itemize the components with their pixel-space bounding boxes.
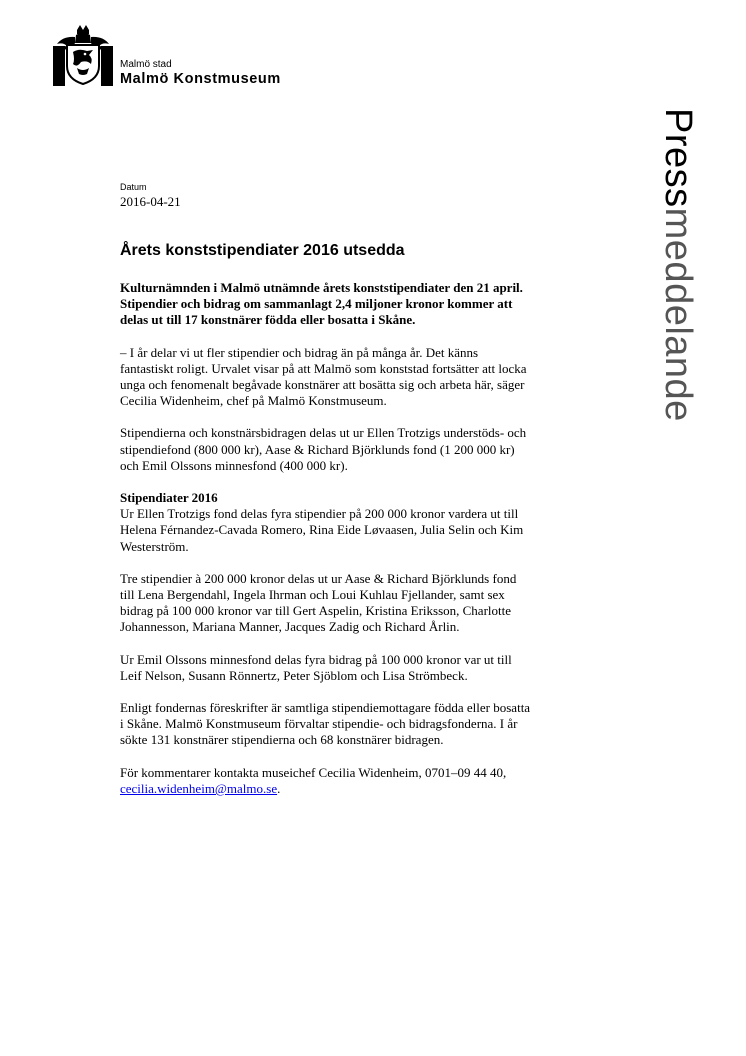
lead-line: delas ut till 17 konstnärer födda eller bosatta i Skåne.	[120, 312, 416, 328]
olsson-paragraph	[120, 652, 590, 684]
contact-email-link[interactable]: cecilia.widenheim@malmo.se	[120, 780, 278, 796]
bjorklund-line: Johannesson, Mariana Manner, Jacques Zadig och Richard Årlin.	[120, 619, 460, 635]
malmo-coat-of-arms-icon	[53, 24, 113, 86]
lead-paragraph	[120, 280, 590, 329]
trotzig-line: Helena Férnandez-Cavada Romero, Rina Eide Løvaasen, Julia Selin och Kim	[120, 522, 524, 538]
bjorklund-paragraph	[120, 571, 590, 636]
trotzig-line: Ur Ellen Trotzigs fond delas fyra stipendier på 200 000 kronor vardera ut till	[120, 506, 519, 522]
quote-line: – I år delar vi ut fler stipendier och bidrag än på många år. Det känns	[120, 344, 479, 360]
contact-suffix: .	[277, 780, 281, 796]
olsson-line: Leif Nelson, Susann Rönnertz, Peter Sjöblom och Lisa Strömbeck.	[120, 667, 468, 683]
lead-line: Kulturnämnden i Malmö utnämnde årets konststipendiater den 21 april.	[120, 280, 523, 295]
page-title: Årets konststipendiater 2016 utsedda	[120, 242, 405, 259]
quote-line: Cecilia Widenheim, chef på Malmö Konstmuseum.	[120, 393, 387, 409]
quote-line: fantastiskt roligt. Urvalet visar på att Malmö som konststad fortsätter att locka	[120, 360, 527, 376]
org-subtitle: Malmö stad	[120, 59, 172, 70]
trotzig-line: Westerström.	[120, 538, 189, 554]
rules-line: Enligt fondernas föreskrifter är samtliga stipendiemottagare födda eller bosatta	[120, 700, 531, 716]
rules-line: i Skåne. Malmö Konstmuseum förvaltar stipendie- och bidragsfonderna. I år	[120, 716, 518, 732]
contact-paragraph	[120, 765, 590, 797]
press-release-label-part1: Press	[657, 108, 699, 208]
press-release-label	[655, 108, 701, 548]
org-name: Malmö Konstmuseum	[120, 71, 281, 87]
funds-paragraph	[120, 425, 590, 474]
date-label: Datum	[120, 182, 147, 192]
olsson-line: Ur Emil Olssons minnesfond delas fyra bidrag på 100 000 kronor var ut till	[120, 651, 512, 667]
article-body	[120, 280, 590, 813]
quote-paragraph	[120, 345, 590, 410]
press-release-label-part2: meddelande	[657, 207, 699, 422]
bjorklund-line: Tre stipendier à 200 000 kronor delas ut ur Aase & Richard Björklunds fond	[120, 570, 517, 586]
funds-line: och Emil Olssons minnesfond (400 000 kr).	[120, 457, 348, 473]
quote-line: unga och fenomenalt begåvade konstnärer att bosätta sig och arbeta här, säger	[120, 377, 525, 393]
trotzig-paragraph	[120, 506, 590, 555]
lead-line: Stipendier och bidrag om sammanlagt 2,4 miljoner kronor kommer att	[120, 296, 513, 312]
contact-line: För kommentarer kontakta museichef Cecilia Widenheim, 0701–09 44 40,	[120, 764, 507, 780]
bjorklund-line: bidrag på 100 000 kronor var till Gert Aspelin, Kristina Eriksson, Charlotte	[120, 603, 512, 619]
date-value: 2016-04-21	[120, 194, 181, 209]
section-heading: Stipendiater 2016	[120, 490, 218, 506]
funds-line: stipendiefond (800 000 kr), Aase & Richard Björklunds fond (1 200 000 kr)	[120, 441, 515, 457]
rules-paragraph	[120, 700, 590, 749]
funds-line: Stipendierna och konstnärsbidragen delas ut ur Ellen Trotzigs understöds- och	[120, 425, 527, 441]
bjorklund-line: till Lena Bergendahl, Ingela Ihrman och Loui Kuhlau Fjellander, samt sex	[120, 587, 505, 603]
rules-line: sökte 131 konstnärer stipendierna och 68 konstnärer bidragen.	[120, 732, 444, 748]
